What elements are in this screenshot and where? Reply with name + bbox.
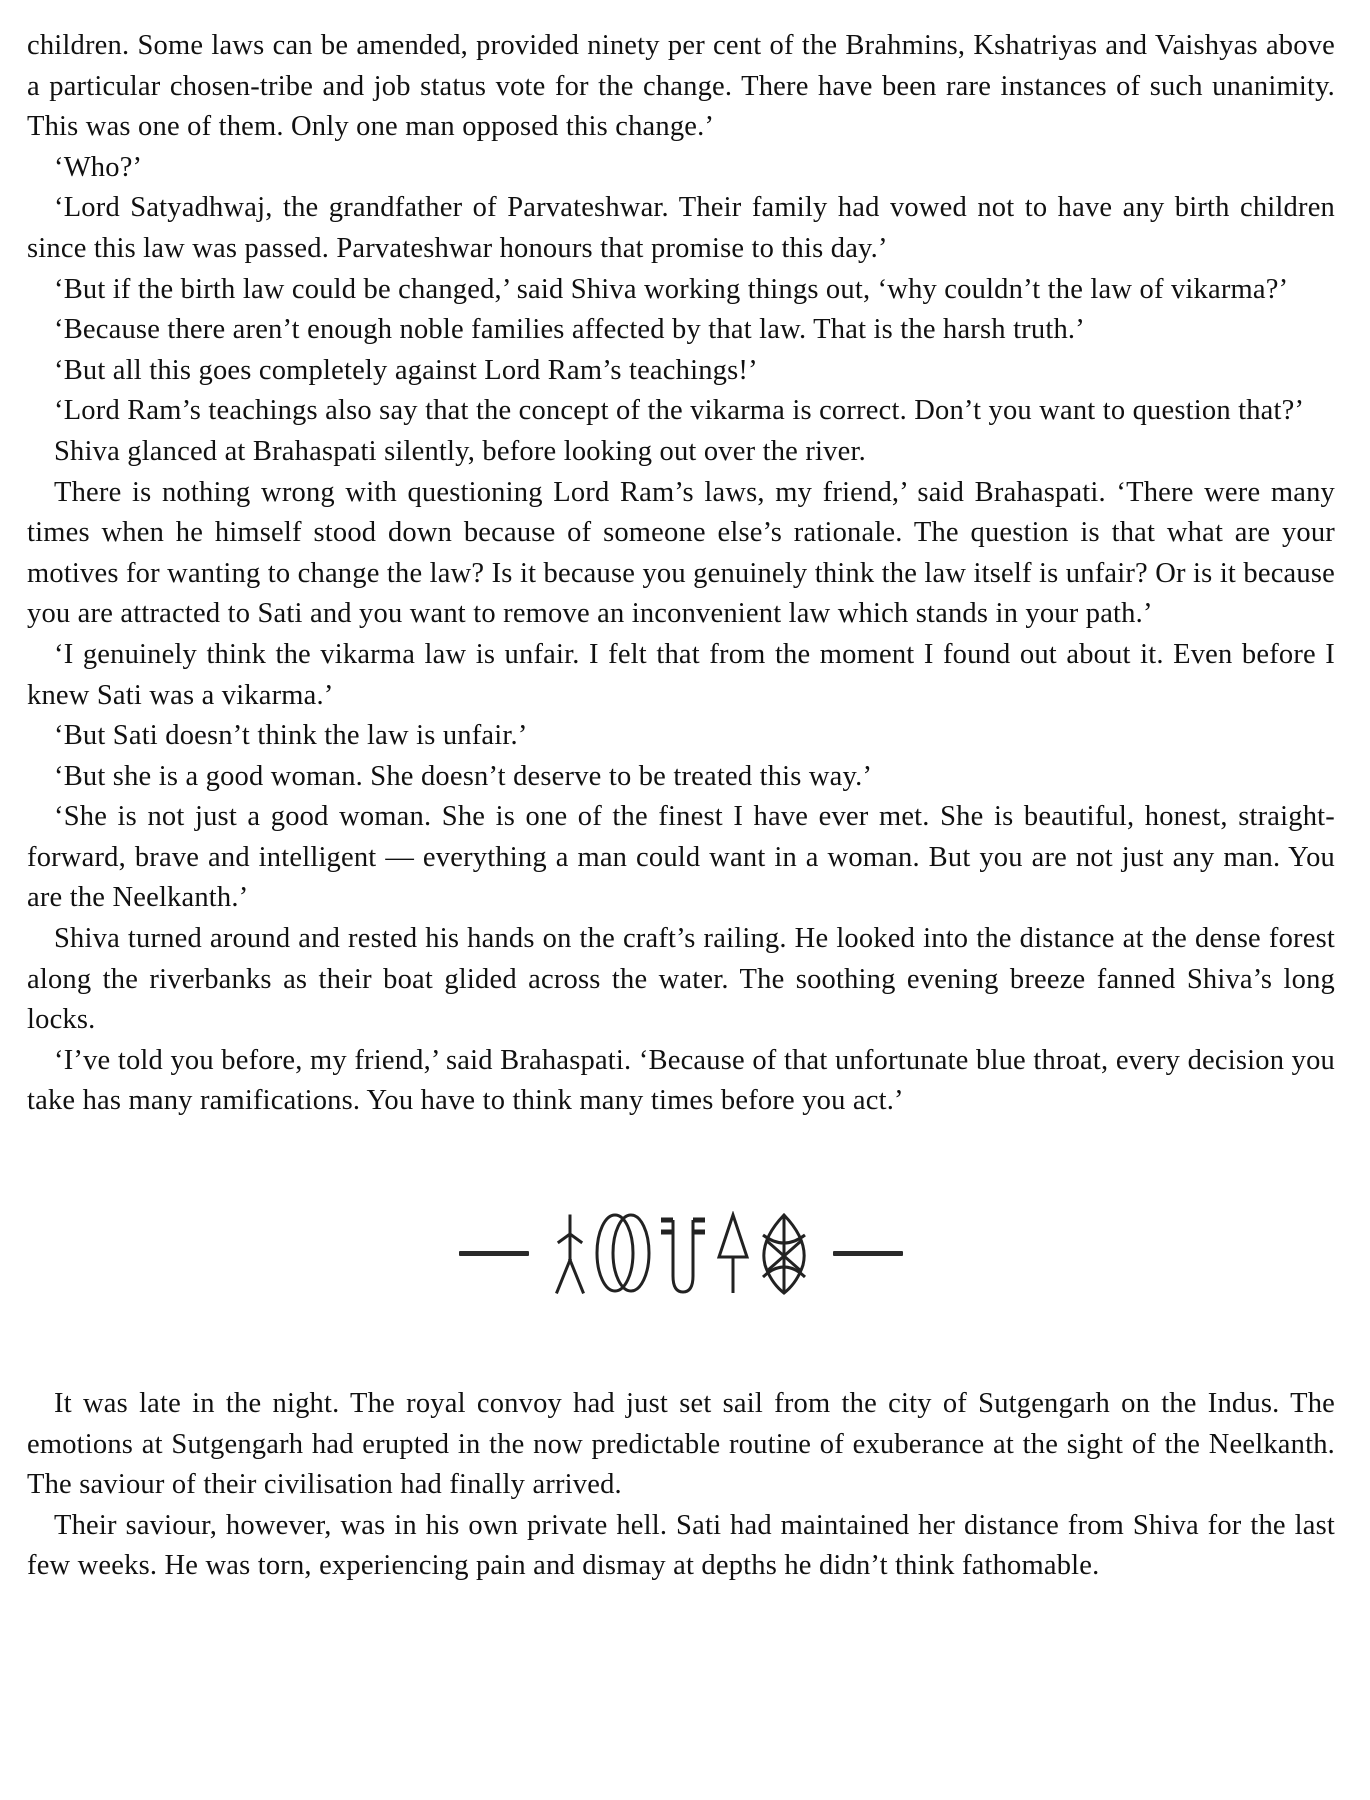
- paragraph: children. Some laws can be amended, provided ninety per cent of the Brahmins, Kshatriyas and Vaishyas above a particular chosen-tribe and job status vote for the change. There have been rare instances of such unanimity. This was one of them. Only one man opposed this change.’: [27, 30, 1335, 143]
- paragraph: ‘But all this goes completely against Lord Ram’s teachings!’: [54, 354, 758, 386]
- ornament-rule-left: [459, 1251, 529, 1256]
- paragraph: ‘But if the birth law could be changed,’ said Shiva working things out, ‘why couldn’t the law of vikarma?’: [54, 273, 1289, 305]
- book-page: [27, 26, 1335, 1587]
- section-after-break: [27, 1384, 1335, 1587]
- paragraph: It was late in the night. The royal convoy had just set sail from the city of Sutgengarh on the Indus. The emotions at Sutgengarh had erupted in the now predictable routine of exuberance at the sight of the Neelkanth. The saviour of their civilisation had finally arrived.: [27, 1388, 1335, 1501]
- paragraph: ‘Who?’: [54, 151, 143, 183]
- paragraph: ‘Lord Satyadhwaj, the grandfather of Parvateshwar. Their family had vowed not to have any birth children since this law was passed. Parvateshwar honours that promise to this day.’: [27, 192, 1335, 264]
- human-figure-icon: [553, 1212, 587, 1294]
- paragraph: ‘But Sati doesn’t think the law is unfair.’: [54, 720, 528, 752]
- arrow-triangle-icon: [713, 1211, 753, 1295]
- paragraph: ‘She is not just a good woman. She is one of the finest I have ever met. She is beautiful, honest, straight-forward, brave and intelligent — everything a man could want in a woman. But you are not just any man. You are the Neelkanth.’: [27, 801, 1335, 914]
- paragraph: Shiva turned around and rested his hands on the craft’s railing. He looked into the distance at the dense forest along the riverbanks as their boat glided across the water. The soothing evening breeze fanned Shiva’s long locks.: [27, 923, 1335, 1036]
- paragraph: ‘I genuinely think the vikarma law is unfair. I felt that from the moment I found out about it. Even before I knew Sati was a vikarma.’: [27, 638, 1335, 711]
- paragraph: ‘Lord Ram’s teachings also say that the concept of the vikarma is correct. Don’t you want to question that?’: [54, 395, 1305, 427]
- spoked-wheel-icon: [759, 1211, 809, 1295]
- section-break-ornament: [27, 1122, 1335, 1384]
- interlocked-ovals-icon: [593, 1212, 653, 1294]
- ornament-glyphs: [553, 1211, 809, 1295]
- trident-hook-icon: [659, 1212, 707, 1294]
- paragraph: Shiva glanced at Brahaspati silently, before looking out over the river.: [54, 435, 866, 467]
- ornament-rule-right: [833, 1251, 903, 1256]
- section-before-break: [27, 26, 1335, 1122]
- paragraph: ‘Because there aren’t enough noble families affected by that law. That is the harsh truth.’: [54, 314, 1085, 346]
- paragraph: There is nothing wrong with questioning Lord Ram’s laws, my friend,’ said Brahaspati. ‘There were many times when he himself stood down because of someone else’s rationale. The question is that what are your motives for wanting to change the law? Is it because you genuinely think the law itself is unfair? Or is it because you are attracted to Sati and you want to remove an inconvenient law which stands in your path.’: [27, 476, 1335, 630]
- paragraph: ‘I’ve told you before, my friend,’ said Brahaspati. ‘Because of that unfortunate blue throat, every decision you take has many ramifications. You have to think many times before you act.’: [27, 1044, 1335, 1117]
- paragraph: ‘But she is a good woman. She doesn’t deserve to be treated this way.’: [54, 760, 873, 792]
- paragraph: Their saviour, however, was in his own private hell. Sati had maintained her distance from Shiva for the last few weeks. He was torn, experiencing pain and dismay at depths he didn’t think fathomable.: [27, 1509, 1335, 1582]
